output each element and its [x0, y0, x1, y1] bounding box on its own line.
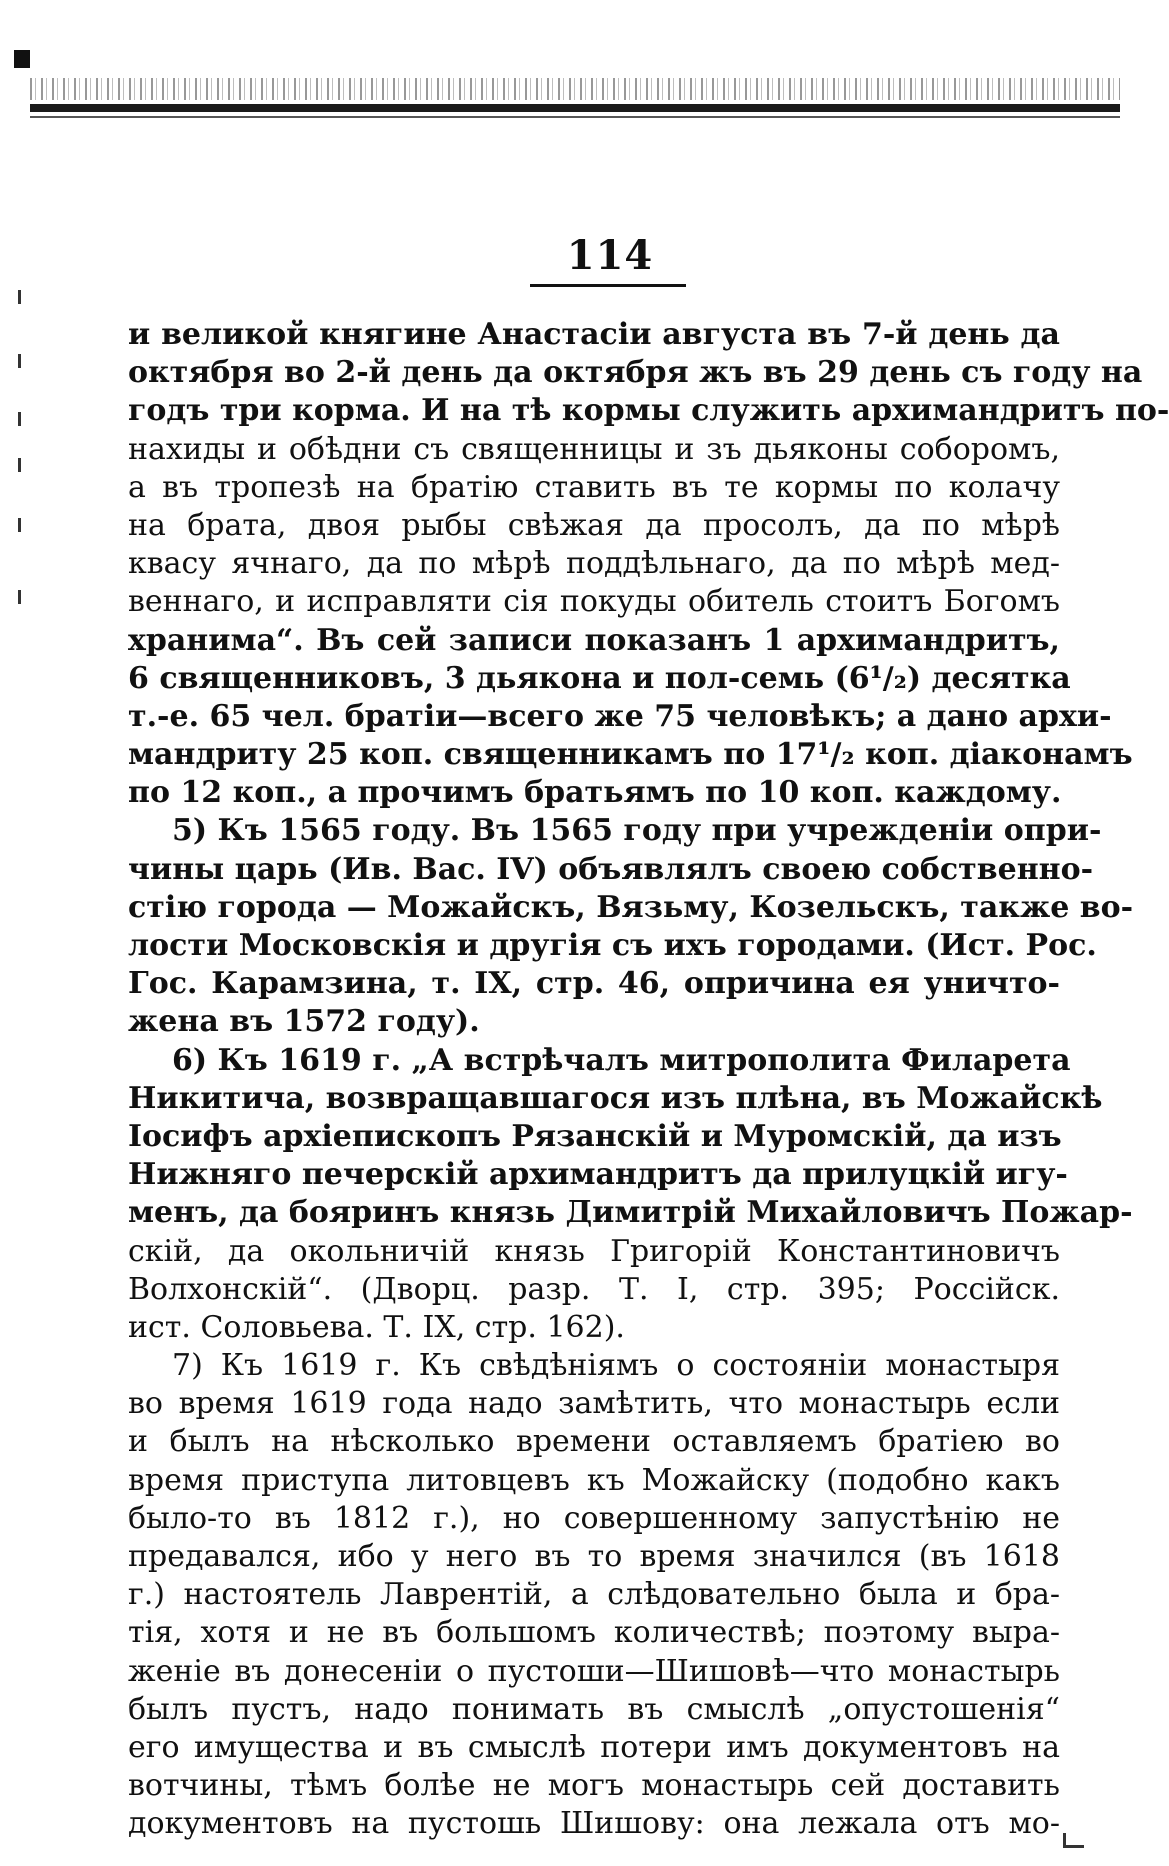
text-line: Іосифъ архіепископъ Рязанскій и Муромскій, да изъ — [128, 1118, 1062, 1154]
text-line: 6) Къ 1619 г. „А встрѣчалъ митрополита Филарета — [172, 1042, 1071, 1078]
text-line: Гос. Карамзина, т. IX, стр. 46, опричина ея уничто- — [128, 966, 1060, 1002]
text-line: и великой княгине Анастасіи августа въ 7-й день да — [128, 317, 1060, 352]
text-line: время приступа литовцевъ къ Можайску (подобно какъ — [128, 1462, 1060, 1498]
text-line: былъ пустъ, надо понимать въ смыслѣ „опустошенія“ — [128, 1691, 1060, 1727]
text-line: на брата, двоя рыбы свѣжая да просолъ, да по мѣрѣ — [128, 507, 1060, 543]
text-line: женіе въ донесеніи о пустоши—Шишовѣ—что монастырь — [128, 1653, 1060, 1689]
text-line: его имущества и въ смыслѣ потери имъ документовъ на — [128, 1729, 1060, 1765]
text-line: во время 1619 года надо замѣтить, что монастырь если — [128, 1386, 1060, 1422]
text-line: скій, да окольничій князь Григорій Константиновичъ — [128, 1233, 1060, 1269]
text-line: октября во 2-й день да октября жъ въ 29 день съ году на — [128, 355, 1143, 391]
text-line: предавался, ибо у него въ то время значился (въ 1618 — [128, 1539, 1060, 1574]
header-rule — [30, 104, 1120, 112]
scan-corner-mark — [14, 50, 30, 68]
text-line: лости Московскія и другія съ ихъ городами. (Ист. Рос. — [128, 928, 1097, 963]
text-line: чины царь (Ив. Вас. IV) объявлялъ своею собственно- — [128, 851, 1094, 887]
text-line: 5) Къ 1565 году. Въ 1565 году при учрежденіи опри- — [172, 813, 1102, 849]
text-line: а въ тропезѣ на братію ставить въ те кормы по колачу — [128, 469, 1060, 505]
text-line: по 12 коп., а прочимъ братьямъ по 10 коп. каждому. — [128, 775, 1062, 811]
text-line: жена въ 1572 году). — [128, 1004, 480, 1040]
body-text — [128, 316, 1169, 1844]
text-line: 7) Къ 1619 г. Къ свѣдѣніямъ о состояніи монастыря — [172, 1348, 1060, 1384]
margin-marks — [18, 290, 24, 630]
text-line: и былъ на нѣсколько времени оставляемъ братіею во — [128, 1424, 1060, 1460]
text-line: тія, хотя и не въ большомъ количествѣ; поэтому выра- — [128, 1615, 1060, 1651]
text-line: вотчины, тѣмъ болѣе не могъ монастырь сей доставить — [128, 1768, 1060, 1804]
header-rule-thin — [30, 116, 1120, 118]
text-line: хранима“. Въ сей записи показанъ 1 архимандритъ, — [128, 622, 1060, 658]
text-line: было-то въ 1812 г.), но совершенному запустѣнію не — [128, 1500, 1060, 1536]
text-line: Никитича, возвращавшагося изъ плѣна, въ Можайскѣ — [128, 1080, 1103, 1116]
text-line: нахиды и обѣдни съ священницы и зъ дьяконы соборомъ, — [128, 431, 1060, 467]
text-line: годъ три корма. И на тѣ кормы служить архимандритъ по- — [128, 393, 1169, 429]
text-line: г.) настоятель Лаврентій, а слѣдовательно была и бра- — [128, 1577, 1060, 1613]
text-line: веннаго, и исправляти сія покуды обитель стоитъ Богомъ — [128, 584, 1060, 620]
text-line: квасу ячнаго, да по мѣрѣ поддѣльнаго, да по мѣрѣ мед- — [128, 546, 1060, 582]
text-line: менъ, да бояринъ князь Димитрій Михайловичъ Пожар- — [128, 1195, 1133, 1231]
text-line: мандриту 25 коп. священникамъ по 17¹/₂ коп. діаконамъ — [128, 737, 1133, 773]
text-line: Нижняго печерскій архимандритъ да прилуцкій игу- — [128, 1157, 1068, 1193]
text-line: стію города — Можайскъ, Вязьму, Козельскъ, также во- — [128, 889, 1134, 925]
text-line: документовъ на пустошь Шишову: она лежала отъ мо- — [128, 1806, 1060, 1842]
text-line: 6 священниковъ, 3 дьякона и пол-семь (6¹/₂) десятка — [128, 660, 1071, 696]
scan-corner-mark-bottom — [1063, 1833, 1084, 1848]
header-ornament-noise — [30, 78, 1120, 100]
text-line: т.-е. 65 чел. братіи—всего же 75 человѣкъ; а дано архи- — [128, 698, 1112, 734]
text-line: ист. Соловьева. Т. IX, стр. 162). — [128, 1309, 625, 1345]
page-number: 114 — [566, 232, 654, 279]
page-number-underline — [530, 284, 686, 287]
text-line: Волхонскій“. (Дворц. разр. Т. I, стр. 395; Россійск. — [128, 1271, 1060, 1307]
